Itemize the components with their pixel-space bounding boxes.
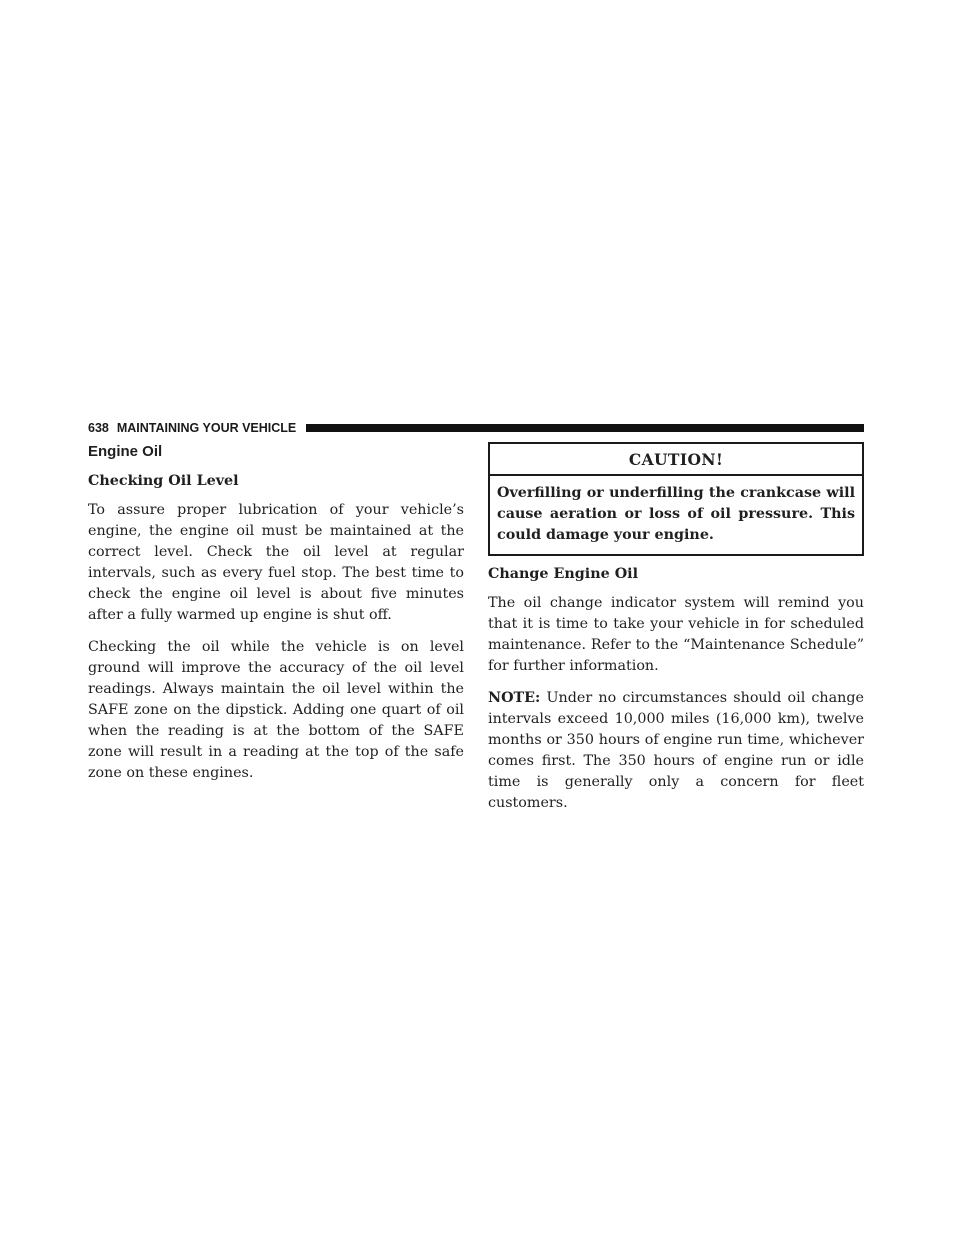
caution-title: CAUTION! xyxy=(490,444,862,476)
page-number: 638 xyxy=(88,421,109,435)
note-text: Under no circumstances should oil change intervals exceed 10,000 miles (16,000 km), twelve months or 350 hours of engine run time, whichever comes first. The 350 hours of engine run or idle time is generally only a concern for fleet customers. xyxy=(488,690,864,811)
caution-text: Overfilling or underfilling the crankcase will cause aeration or loss of oil pressure. This could damage your engine. xyxy=(497,485,855,543)
note-paragraph xyxy=(488,688,864,814)
section-title: MAINTAINING YOUR VEHICLE xyxy=(116,421,297,435)
paragraph-change-oil: The oil change indicator system will remind you that it is time to take your vehicle in for scheduled maintenance. Refer to the “Maintenance Schedule” for further information. xyxy=(488,595,864,674)
note-label: NOTE: xyxy=(488,690,541,706)
left-column xyxy=(88,442,464,795)
paragraph-oil-level-2: Checking the oil while the vehicle is on level ground will improve the accuracy of the oil level readings. Always maintain the oil level within the SAFE zone on the dipstick. Adding one quart of oil when the reading is at the bottom of the SAFE zone will result in a reading at the top of the safe zone on these engines. xyxy=(88,639,464,781)
caution-box xyxy=(488,442,864,556)
subheading-checking-oil-level: Checking Oil Level xyxy=(88,473,239,489)
right-column xyxy=(488,442,864,825)
header-rule xyxy=(306,424,864,432)
section-heading-engine-oil: Engine Oil xyxy=(88,443,163,460)
page-header xyxy=(88,420,864,436)
subheading-change-engine-oil: Change Engine Oil xyxy=(488,566,639,582)
paragraph-oil-level-1: To assure proper lubrication of your vehicle’s engine, the engine oil must be maintained at the correct level. Check the oil level at regular intervals, such as every fuel stop. The best time to check the engine oil level is about five minutes after a fully warmed up engine is shut off. xyxy=(88,502,464,623)
